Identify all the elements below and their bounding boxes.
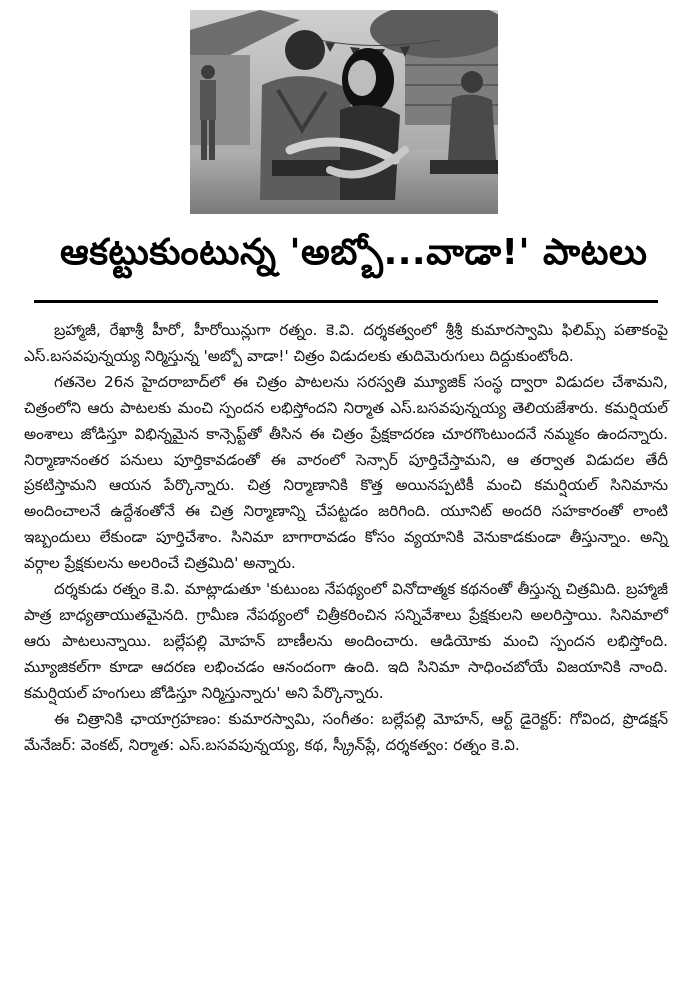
headline: ఆకట్టుకుంటున్న 'అబ్బో...వాడా!' పాటలు: [60, 232, 648, 273]
article-body: [24, 318, 668, 758]
article-paragraph-2: గతనెల 26న హైదరాబాద్‌లో ఈ చిత్రం పాటలను సరస్వతి మ్యూజిక్ సంస్థ ద్వారా విడుదల చేశామని, చిత్రంలోని ఆరు పాటలకు మంచి స్పందన లభిస్తోందని నిర్మాత ఎస్.బసవపున్నయ్య తెలియజేశారు. కమర్షియల్ అంశాలు జోడిస్తూ విభిన్నమైన కాన్సెప్ట్‌తో తీసిన ఈ చిత్రం ప్రేక్షకాదరణ చూరగొంటుందనే నమ్మకం ఉందన్నారు. నిర్మాణానంతర పనులు పూర్తికావడంతో ఈ వారంలో సెన్సార్ పూర్తిచేస్తామని, ఆ తర్వాత విడుదల తేదీ ప్రకటిస్తామని ఆయన పేర్కొన్నారు. చిత్ర నిర్మాణానికి కొత్త అయినప్పటికీ మంచి కమర్షియల్ సినిమాను అందించాలనే ఉద్దేశంతోనే ఈ చిత్ర నిర్మాణాన్ని చేపట్టడం జరిగింది. యూనిట్ అందరి సహకారంతో లాంటి ఇబ్బందులు లేకుండా పూర్తిచేశాం. సినిమా బాగారావడం కోసం వ్యయానికి వెనుకాడకుండా తీస్తున్నాం. అన్ని వర్గాల ప్రేక్షకులను అలరించే చిత్రమిది' అన్నారు.: [24, 372, 668, 573]
film-still-photo: [190, 10, 498, 214]
divider-rule: [34, 300, 658, 303]
article-paragraph-3: దర్శకుడు రత్నం కె.వి. మాట్లాడుతూ 'కుటుంబ నేపథ్యంలో వినోదాత్మక కథనంతో తీస్తున్న చిత్రమిది. బ్రహ్మాజీ పాత్ర బాధ్యతాయుతమైనది. గ్రామీణ నేపథ్యంలో చిత్రీకరించిన సన్నివేశాలు ప్రేక్షకులని అలరిస్తాయి. సినిమాలో ఆరు పాటలున్నాయి. బల్లేపల్లి మోహన్ బాణీలను అందించారు. ఆడియోకు మంచి స్పందన లభిస్తోంది. మ్యూజికల్‌గా కూడా ఆదరణ లభించడం ఆనందంగా ఉంది. ఇది సినిమా సాధించబోయే విజయానికి నాంది. కమర్షియల్ హంగులు జోడిస్తూ నిర్మిస్తున్నారు' అని పేర్కొన్నారు.: [24, 580, 668, 702]
article-paragraph-1: బ్రహ్మాజీ, రేఖాశ్రీ హీరో, హీరోయిన్లుగా రత్నం. కె.వి. దర్శకత్వంలో శ్రీశ్రీ కుమారస్వామి ఫిలిమ్స్ పతాకంపై ఎస్.బసవపున్నయ్య నిర్మిస్తున్న 'అబ్బో వాడా!' చిత్రం విడుదలకు తుదిమెరుగులు దిద్దుకుంటోంది.: [24, 321, 668, 365]
credits-paragraph: ఈ చిత్రానికి ఛాయాగ్రహణం: కుమారస్వామి, సంగీతం: బల్లేపల్లి మోహన్, ఆర్ట్ డైరెక్టర్: గోవింద, ప్రొడక్షన్ మేనేజర్: వెంకట్, నిర్మాత: ఎస్.బసవపున్నయ్య, కథ, స్క్రీన్‌ప్లే, దర్శకత్వం: రత్నం కె.వి.: [24, 709, 668, 754]
